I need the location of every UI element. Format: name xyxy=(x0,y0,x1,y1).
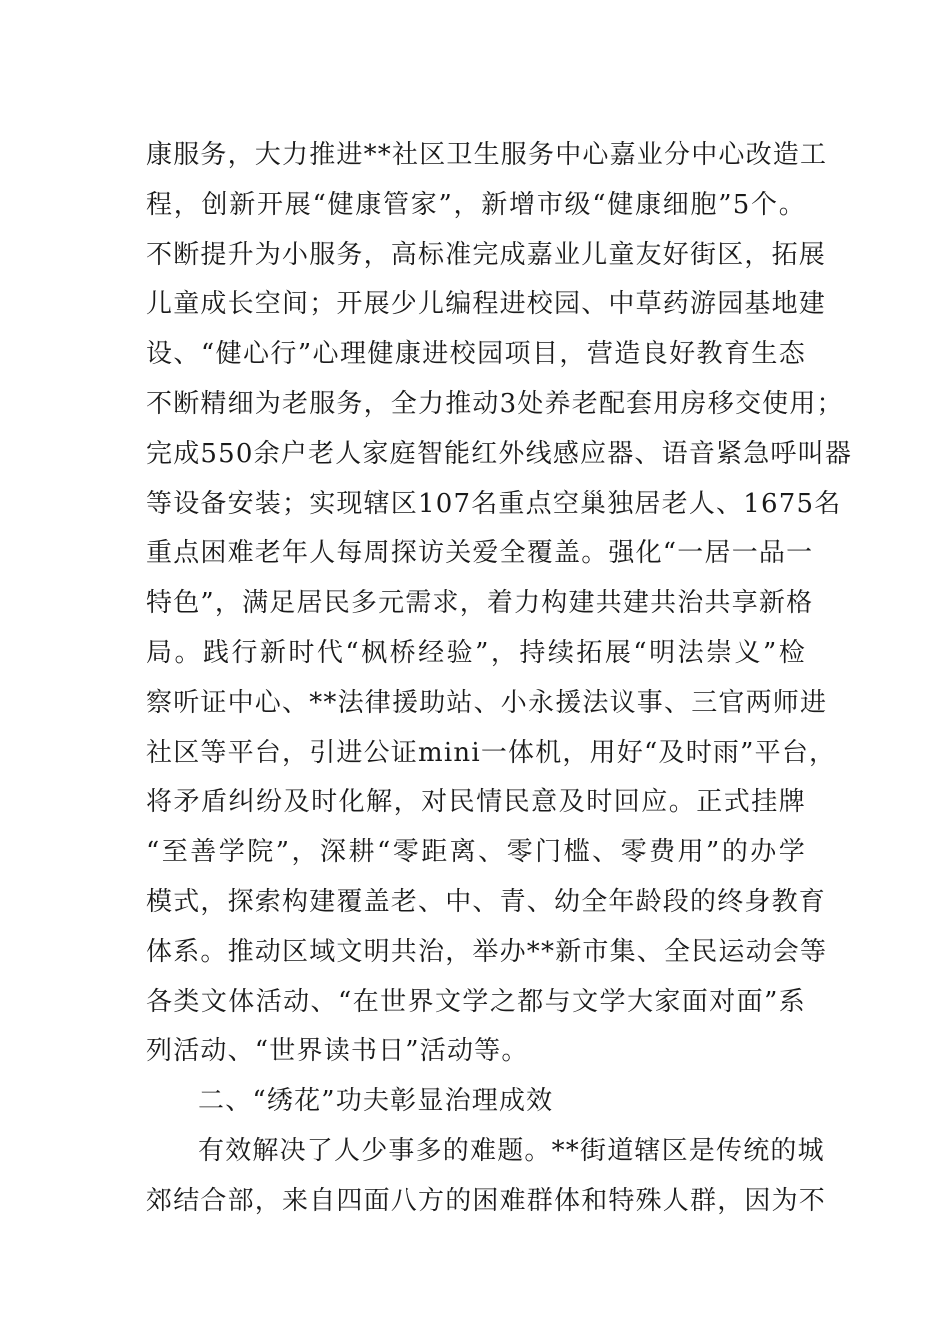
text-line: 将矛盾纠纷及时化解，对民情民意及时回应。正式挂牌 xyxy=(146,787,806,818)
text-line: 特色”，满足居民多元需求，着力构建共建共治共享新格 xyxy=(146,588,814,619)
text-line: 局。践行新时代“枫桥经验”，持续拓展“明法崇义”检 xyxy=(146,637,806,668)
text-line: 郊结合部，来自四面八方的困难群体和特殊人群，因为不 xyxy=(146,1185,827,1216)
text-line: 察听证中心、**法律援助站、小永援法议事、三官两师进 xyxy=(146,687,828,718)
text-line: 社区等平台，引进公证mini一体机，用好“及时雨”平台， xyxy=(146,737,837,768)
text-line: 康服务，大力推进**社区卫生服务中心嘉业分中心改造工 xyxy=(146,140,828,170)
text-line: 儿童成长空间；开展少儿编程进校园、中草药游园基地建 xyxy=(146,289,827,320)
text-line: 等设备安装；实现辖区107名重点空巢独居老人、1675名 xyxy=(146,488,842,519)
text-line: 程，创新开展“健康管家”，新增市级“健康细胞”5个。 xyxy=(146,189,806,220)
text-line: “至善学院”，深耕“零距离、零门槛、零费用”的办学 xyxy=(146,837,806,868)
text-line: 体系。推动区域文明共治，举办**新市集、全民运动会等 xyxy=(146,936,828,967)
text-line: 不断精细为老服务，全力推动3处养老配套用房移交使用； xyxy=(146,388,844,419)
text-line: 设、“健心行”心理健康进校园项目，营造良好教育生态 xyxy=(146,339,806,370)
text-line: 各类文体活动、“在世界文学之都与文学大家面对面”系 xyxy=(146,986,806,1017)
text-line: 完成550余户老人家庭智能红外线感应器、语音紧急呼叫器 xyxy=(146,438,853,469)
text-line: 重点困难老年人每周探访关爱全覆盖。强化“一居一品一 xyxy=(146,538,814,569)
text-line: 模式，探索构建覆盖老、中、青、幼全年龄段的终身教育 xyxy=(146,886,827,917)
text-line: 不断提升为小服务，高标准完成嘉业儿童友好街区，拓展 xyxy=(146,239,827,270)
text-line: 列活动、“世界读书日”活动等。 xyxy=(146,1036,529,1067)
paragraph-first-line: 有效解决了人少事多的难题。**街道辖区是传统的城 xyxy=(198,1135,825,1166)
body-text xyxy=(146,131,853,1227)
section-heading: 二、“绣花”功夫彰显治理成效 xyxy=(198,1086,554,1117)
